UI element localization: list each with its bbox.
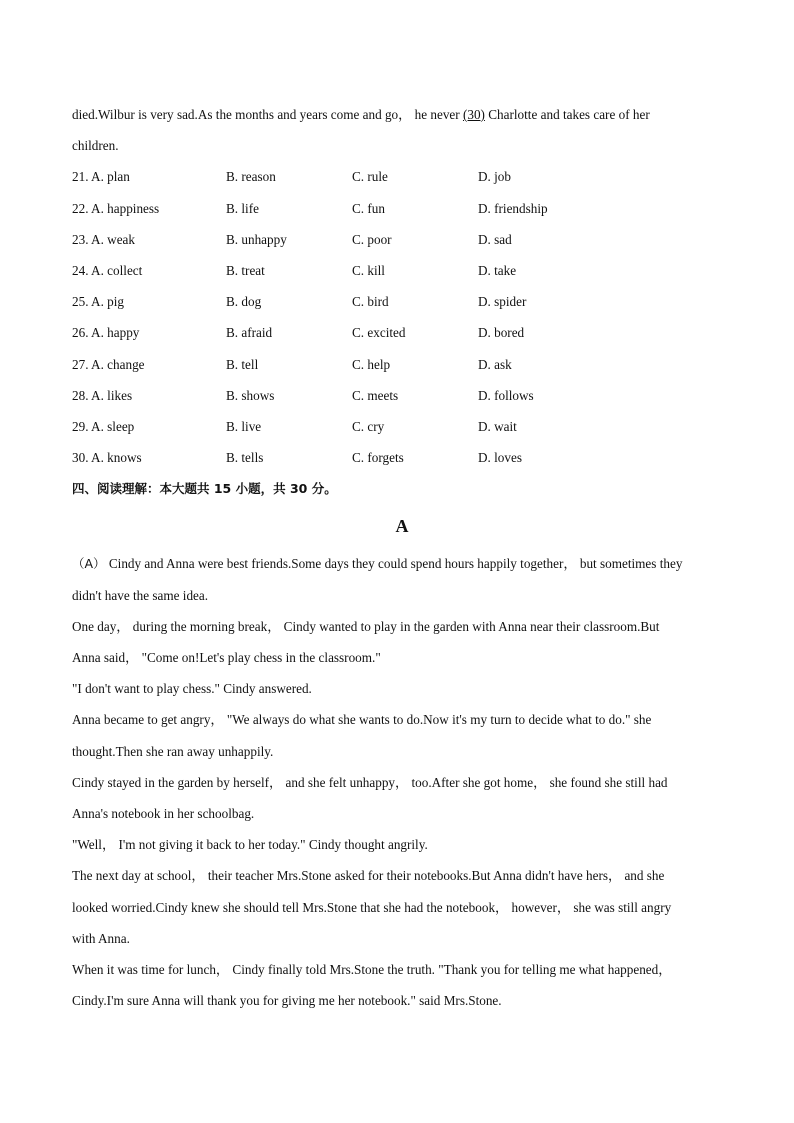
option-a: 24. A. collect [72,262,143,278]
option-a: 27. A. change [72,356,145,372]
option-d: D. take [478,262,517,278]
intro-text-end: Charlotte and takes care of her [484,107,650,122]
section-heading: 四、阅读理解：本大题共 15 小题，共 30 分。 [72,481,337,497]
option-c: C. meets [352,387,399,403]
option-c: C. cry [352,418,385,434]
passage-line: Cindy stayed in the garden by herself， and she felt unhappy， too.After she got home， she found she still had [72,774,668,790]
passage-line-text: Cindy and Anna were best friends.Some days they could spend hours happily together， but sometimes they [105,556,683,572]
option-row-24 [72,255,732,286]
passage-line: thought.Then she ran away unhappily. [72,743,274,759]
option-d: D. loves [478,450,522,466]
option-d: D. job [478,169,511,185]
passage-line: Cindy.I'm sure Anna will thank you for giving me her notebook." said Mrs.Stone. [72,993,502,1009]
option-a: 21. A. plan [72,169,130,185]
option-a: 28. A. likes [72,387,133,403]
option-b: B. unhappy [226,231,287,247]
passage-line: "Well， I'm not giving it back to her today." Cindy thought angrily. [72,837,428,853]
options-list [72,161,732,473]
option-row-29 [72,411,732,442]
passage-line [72,548,732,579]
option-a: 26. A. happy [72,325,140,341]
option-d: D. sad [478,231,512,247]
passage-line: Anna's notebook in her schoolbag. [72,805,255,821]
passage-line: with Anna. [72,930,130,946]
option-c: C. rule [352,169,388,185]
passage-line: looked worried.Cindy knew she should tell Mrs.Stone that she had the notebook， however， she was still angry [72,899,672,915]
option-row-21 [72,161,732,192]
option-b: B. tells [226,450,264,466]
option-b: B. afraid [226,325,273,341]
passage-label: （A） [72,556,106,572]
document-page [72,99,732,1016]
option-c: C. kill [352,262,385,278]
passage-line: The next day at school， their teacher Mrs.Stone asked for their notebooks.But Anna didn't have hers， and she [72,868,665,884]
option-b: B. treat [226,262,265,278]
option-a: 25. A. pig [72,294,125,310]
option-c: C. forgets [352,450,404,466]
passage-line: When it was time for lunch， Cindy finally told Mrs.Stone the truth. "Thank you for telling me what happened， [72,961,672,977]
option-c: C. help [352,356,391,372]
option-c: C. bird [352,294,389,310]
option-b: B. live [226,418,262,434]
intro-text: died.Wilbur is very sad.As the months and years come and go， he never [72,107,463,122]
option-row-30 [72,442,732,473]
passage-line: Anna became to get angry， "We always do what she wants to do.Now it's my turn to decide what to do." she [72,712,652,728]
option-c: C. excited [352,325,406,341]
option-d: D. wait [478,418,517,434]
option-b: B. shows [226,387,275,403]
option-b: B. dog [226,294,262,310]
option-b: B. tell [226,356,259,372]
option-d: D. spider [478,294,527,310]
option-a: 23. A. weak [72,231,135,247]
option-c: C. poor [352,231,392,247]
passage-line: "I don't want to play chess." Cindy answered. [72,681,312,697]
option-c: C. fun [352,200,385,216]
option-d: D. ask [478,356,512,372]
option-d: D. follows [478,387,534,403]
option-row-26 [72,317,732,348]
option-row-23 [72,224,732,255]
blank-30: (30) [462,107,485,122]
passage-line: Anna said， "Come on!Let's play chess in the classroom." [72,650,381,665]
option-b: B. life [226,200,259,216]
option-row-28 [72,380,732,411]
option-row-25 [72,286,732,317]
option-a: 29. A. sleep [72,418,135,434]
option-row-22 [72,193,732,224]
passage-title: A [395,516,409,537]
option-row-27 [72,349,732,380]
option-a: 30. A. knows [72,450,142,466]
option-a: 22. A. happiness [72,200,160,216]
passage-line: didn't have the same idea. [72,587,209,603]
intro-line-1 [72,99,732,130]
passage-body [72,548,732,1016]
option-d: D. friendship [478,200,548,216]
option-d: D. bored [478,325,525,341]
option-b: B. reason [226,169,276,185]
intro-line-2: children. [72,138,119,154]
passage-line: One day， during the morning break， Cindy wanted to play in the garden with Anna near their classroom.But [72,618,660,634]
